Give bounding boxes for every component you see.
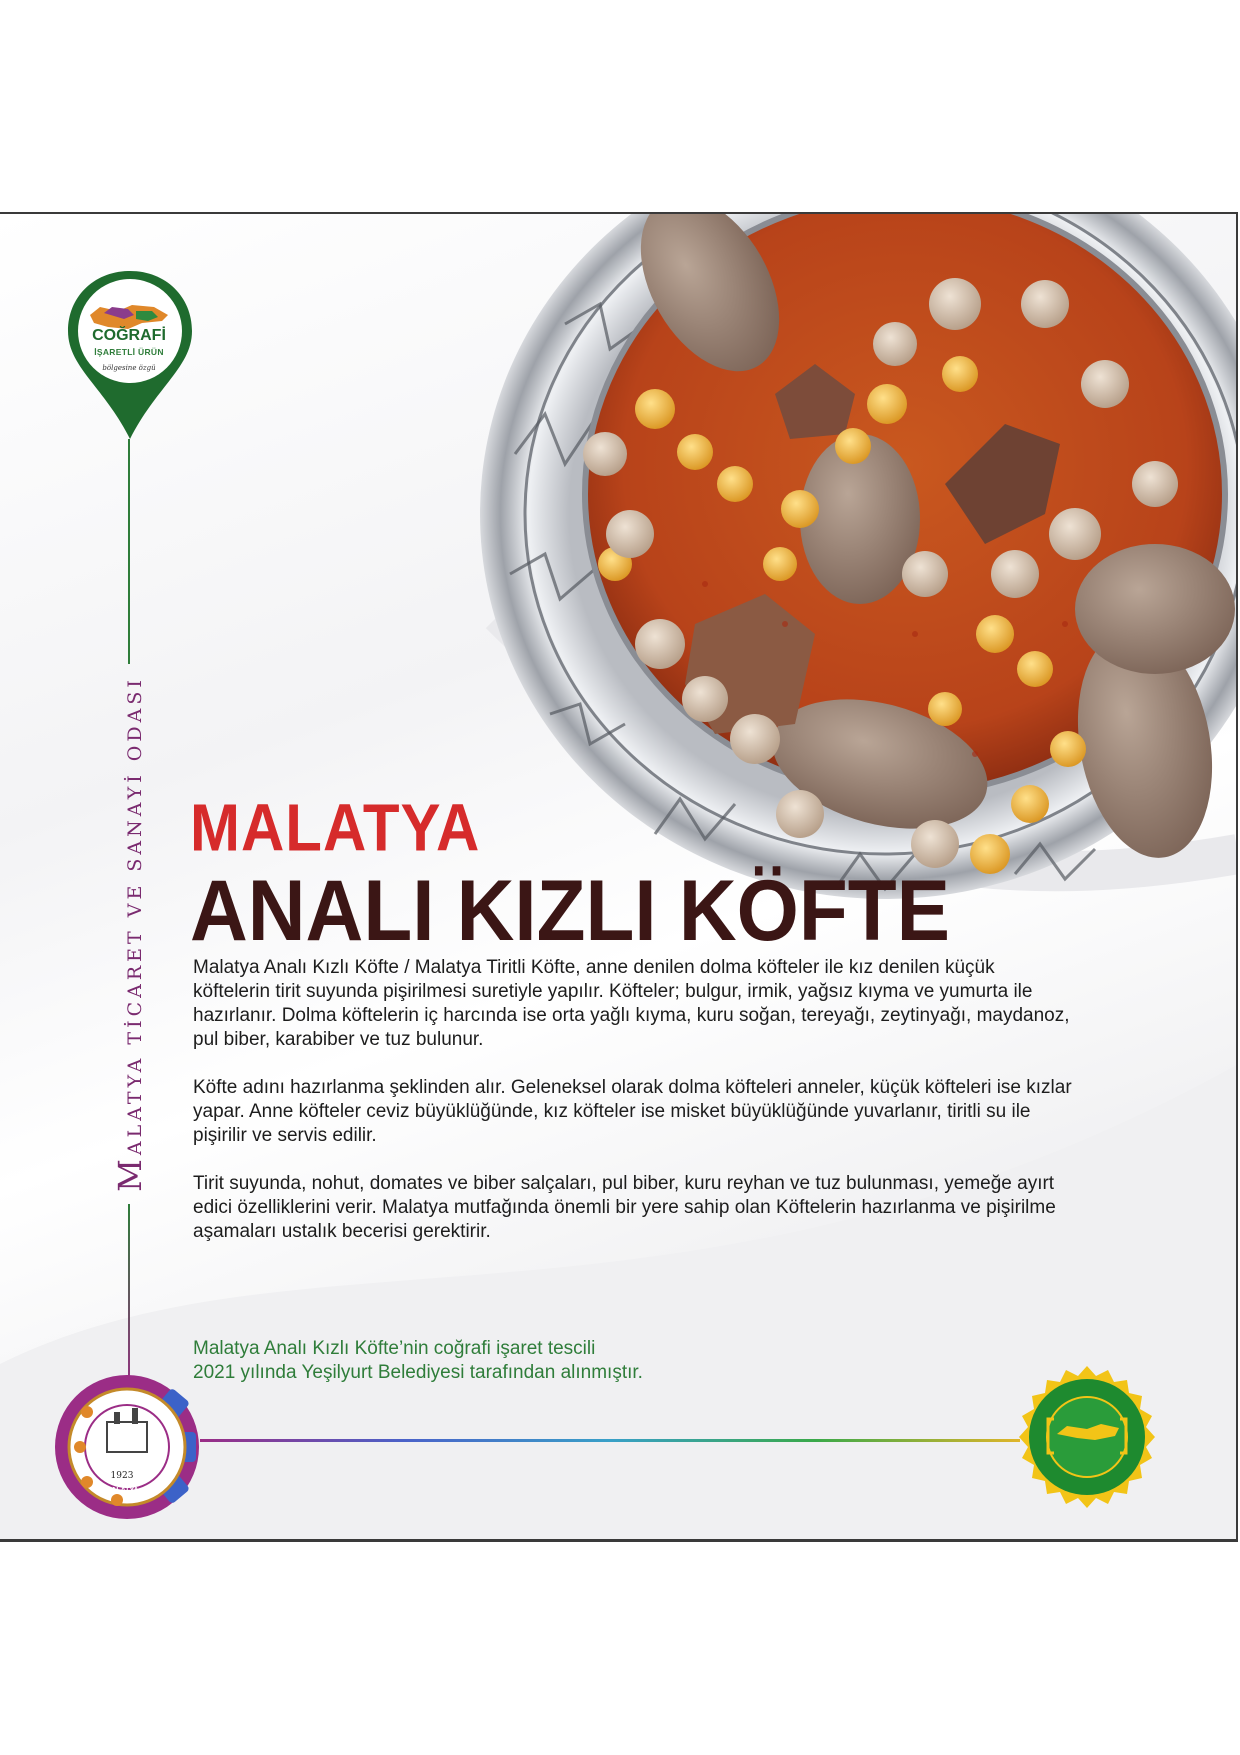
sidebar-line-top [128,439,130,664]
chamber-seal-city: MALATYA [105,1487,139,1494]
chamber-seal-year: 1923 [110,1471,134,1481]
rainbow-divider [200,1439,1020,1442]
description-body [193,956,1073,1268]
registration-note-line-2: 2021 yılında Yeşilyurt Belediyesi tarafından alınmıştır. [193,1362,643,1383]
kofte-dish-image [455,212,1238,914]
registration-note-line-1: Malatya Analı Kızlı Köfte’nin coğrafi işaret tescili [193,1338,596,1359]
paragraph-1: Malatya Analı Kızlı Köfte / Malatya Tiritli Köfte, anne denilen dolma köfteler ile kız denilen küçük köftelerin tirit suyunda pişirilmesi suretiyle yapılır. Köfteler; bulgur, irmik, yağsız kıyma ve yumurta ile hazırlanır. Dolma köftelerin iç harcında ise orta yağlı kıyma, kuru soğan, tereyağı, zeytinyağı, maydanoz, pul biber, karabiber ve tuz bulunur. [193,957,1070,1050]
title-dish-name: ANALI KIZLI KÖFTE [190,862,950,959]
poster-card [0,212,1238,1542]
registration-note [193,1337,643,1385]
title-malatya: MALATYA [190,790,481,866]
chamber-vertical-text: MALATYA TİCARET VE SANAYİ ODASI [111,676,149,1192]
turk-patent-gi-seal-icon [1012,1364,1162,1514]
paragraph-2: Köfte adını hazırlanma şeklinden alır. Geleneksel olarak dolma köfteleri anneler, küçük köfteleri ise kızlar yapar. Anne köfteler ceviz büyüklüğünde, kız köfteler ise misket büyüklüğünde yuvarlanır, tiritli su ile pişirilir ve servis edilir. [193,1077,1072,1146]
cografi-logo-tagline: bölgesine özgü [102,364,156,372]
cografi-logo-title: COĞRAFİ [92,327,166,344]
cografi-logo-subtitle: İŞARETLİ ÜRÜN [94,347,164,357]
paragraph-3: Tirit suyunda, nohut, domates ve biber salçaları, pul biber, kuru reyhan ve tuz bulunması, yemeğe ayırt edici özelliklerini verir. Malatya mutfağında önemli bir yere sahip olan Köftelerin hazırlanma ve pişirilme aşamaları ustalık becerisi gerektirir. [193,1173,1056,1242]
chamber-of-commerce-seal-icon [52,1372,202,1522]
sidebar-line-bottom [128,1204,130,1399]
